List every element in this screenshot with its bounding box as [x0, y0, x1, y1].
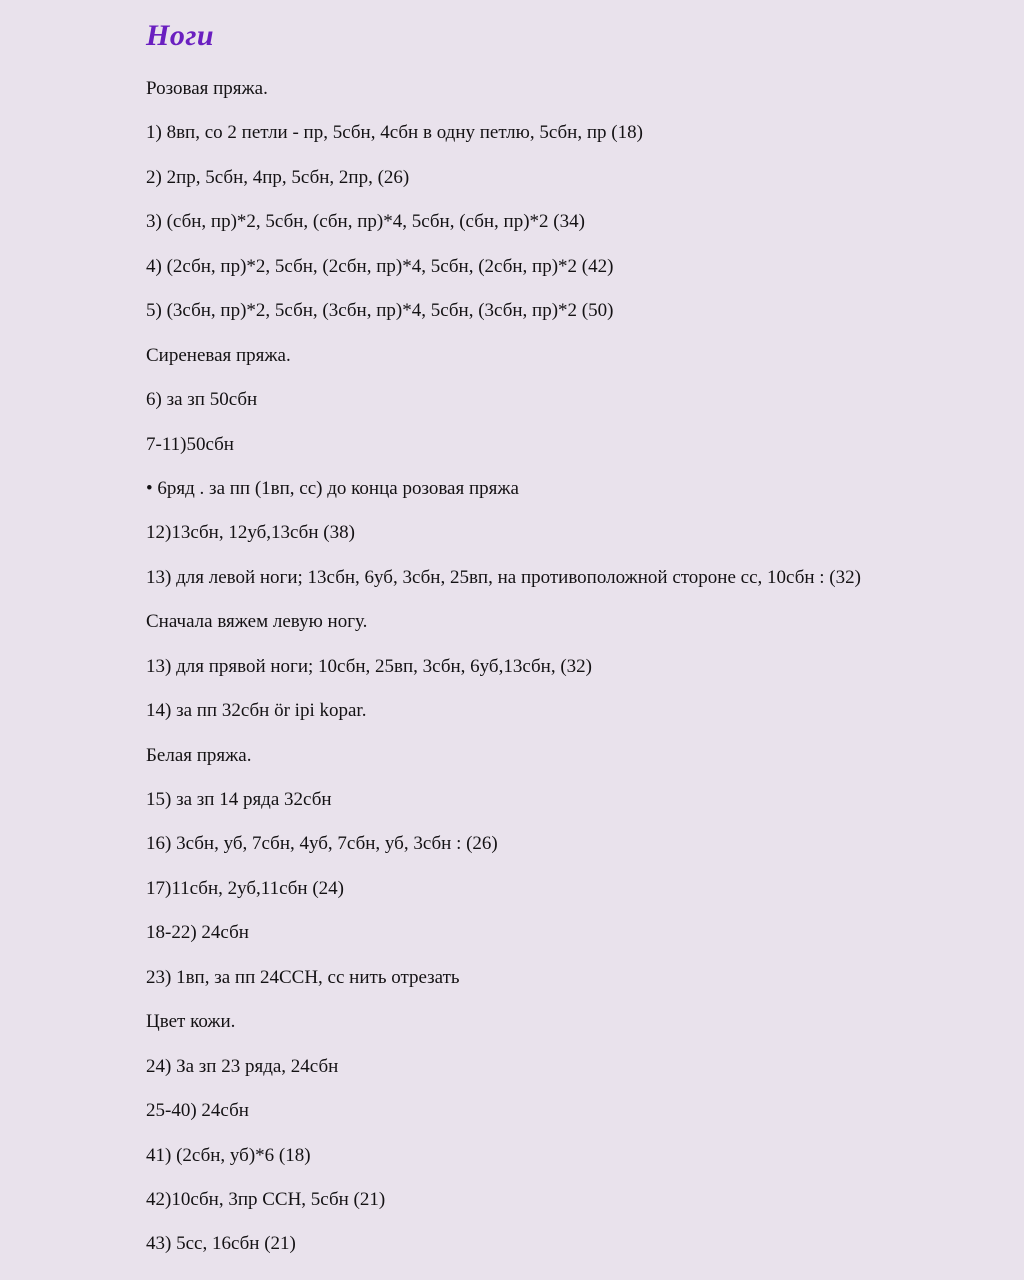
- instruction-list: [146, 74, 1006, 1274]
- instruction-line: Розовая пряжа.: [146, 78, 268, 99]
- instruction-line: Сначала вяжем левую ногу.: [146, 611, 368, 633]
- instruction-line: 43) 5сс, 16сбн (21): [146, 1233, 296, 1255]
- instruction-line: Цвет кожи.: [146, 1011, 236, 1033]
- instruction-line: 4) (2сбн, пр)*2, 5сбн, (2сбн, пр)*4, 5сбн, (2сбн, пр)*2 (42): [146, 255, 614, 277]
- instruction-line: 6) за зп 50сбн: [146, 389, 258, 411]
- instruction-line: 13) для прявой ноги; 10сбн, 25вп, 3сбн, 6уб,13сбн, (32): [146, 655, 592, 677]
- instruction-line: 2) 2пр, 5сбн, 4пр, 5сбн, 2пр, (26): [146, 166, 410, 188]
- instruction-line: 23) 1вп, за пп 24ССН, сс нить отрезать: [146, 966, 460, 988]
- instruction-line: 14) за пп 32сбн ör ipi kopar.: [146, 700, 367, 722]
- instruction-line: Белая пряжа.: [146, 744, 252, 766]
- instruction-line: Сиреневая пряжа.: [146, 344, 291, 366]
- instruction-line: 1) 8вп, со 2 петли - пр, 5сбн, 4сбн в одну петлю, 5сбн, пр (18): [146, 122, 643, 144]
- instruction-line: 12)13сбн, 12уб,13сбн (38): [146, 522, 355, 544]
- instruction-line: 16) 3сбн, уб, 7сбн, 4уб, 7сбн, уб, 3сбн : (26): [146, 833, 498, 855]
- instruction-line: 15) за зп 14 ряда 32сбн: [146, 789, 332, 810]
- instruction-line: 13) для левой ноги; 13сбн, 6уб, 3сбн, 25вп, на противоположной стороне сс, 10сбн : (32): [146, 566, 861, 588]
- instruction-line: 5) (3сбн, пр)*2, 5сбн, (3сбн, пр)*4, 5сбн, (3сбн, пр)*2 (50): [146, 300, 614, 322]
- instruction-line: 7-11)50сбн: [146, 433, 234, 455]
- instruction-line: 18-22) 24сбн: [146, 922, 249, 944]
- instruction-line: 25-40) 24сбн: [146, 1100, 249, 1122]
- instruction-line: 41) (2сбн, уб)*6 (18): [146, 1144, 311, 1166]
- page-title: Ноги: [146, 19, 215, 52]
- instruction-line: 17)11сбн, 2уб,11сбн (24): [146, 877, 344, 899]
- instruction-line: 42)10сбн, 3пр ССН, 5сбн (21): [146, 1188, 386, 1210]
- instruction-line: 24) За зп 23 ряда, 24сбн: [146, 1055, 339, 1077]
- instruction-line: 3) (сбн, пр)*2, 5сбн, (сбн, пр)*4, 5сбн, (сбн, пр)*2 (34): [146, 211, 585, 233]
- instruction-line: • 6ряд . за пп (1вп, сс) до конца розовая пряжа: [146, 477, 519, 499]
